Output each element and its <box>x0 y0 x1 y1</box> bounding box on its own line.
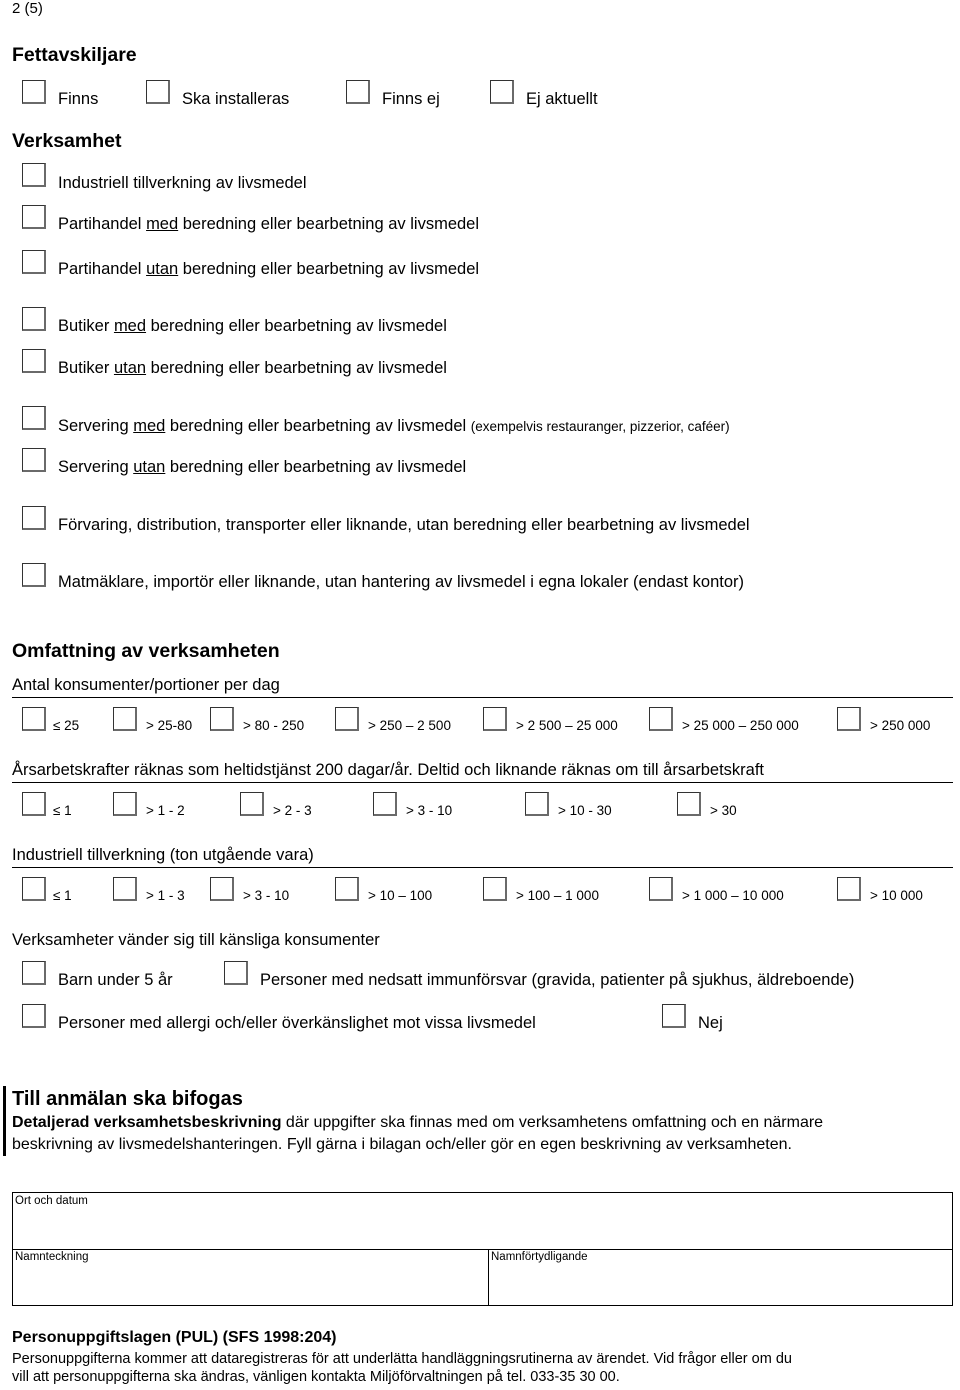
section-heading-bifogas: Till anmälan ska bifogas <box>12 1088 243 1110</box>
verksamhet-label: Industriell tillverkning av livsmedel <box>58 174 307 192</box>
page-number: 2 (5) <box>12 0 43 17</box>
checkbox-konsumenter-6[interactable] <box>837 707 861 731</box>
checkbox-tillverkning-2[interactable] <box>210 877 234 901</box>
checkbox-arsarbetskrafter-0[interactable] <box>22 792 46 816</box>
divider <box>488 1249 489 1306</box>
checkbox-arsarbetskrafter-3[interactable] <box>373 792 397 816</box>
namnteckning-label: Namnteckning <box>15 1251 89 1263</box>
option-label: Personer med allergi och/eller överkänslighet mot vissa livsmedel <box>58 1014 536 1032</box>
option-label: > 2 500 – 25 000 <box>516 718 618 733</box>
option-label: ≤ 25 <box>53 718 80 733</box>
checkbox-verksamhet-5[interactable] <box>22 406 46 430</box>
verksamhet-label: Partihandel med beredning eller bearbetning av livsmedel <box>58 215 480 233</box>
checkbox-nej[interactable] <box>662 1004 686 1028</box>
checkbox-allergi[interactable] <box>22 1004 46 1028</box>
option-label: Personer med nedsatt immunförsvar (gravida, patienter på sjukhus, äldreboende) <box>260 971 855 989</box>
checkbox-tillverkning-3[interactable] <box>335 877 359 901</box>
option-label: > 25-80 <box>146 718 193 733</box>
option-label: Finns <box>58 90 99 108</box>
verksamhet-label: Matmäklare, importör eller liknande, utan hantering av livsmedel i egna lokaler (endast kontor) <box>58 573 745 591</box>
checkbox-verksamhet-0[interactable] <box>22 163 46 187</box>
pul-line-1: Personuppgifterna kommer att dataregistreras för att underlätta handläggningsrutinerna av ärendet. Vid frågor eller om du <box>12 1351 792 1367</box>
verksamhet-label: Förvaring, distribution, transporter eller liknande, utan beredning eller bearbetning av livsmedel <box>58 516 750 534</box>
checkbox-tillverkning-6[interactable] <box>837 877 861 901</box>
option-label: Ej aktuellt <box>526 90 598 108</box>
ort-datum-label: Ort och datum <box>15 1195 88 1207</box>
option-label: > 1 - 3 <box>146 888 185 903</box>
pul-heading: Personuppgiftslagen (PUL) (SFS 1998:204) <box>12 1329 337 1346</box>
divider <box>12 697 953 698</box>
checkbox-arsarbetskrafter-1[interactable] <box>113 792 137 816</box>
checkbox-verksamhet-2[interactable] <box>22 250 46 274</box>
checkbox-verksamhet-3[interactable] <box>22 307 46 331</box>
checkbox-verksamhet-7[interactable] <box>22 506 46 530</box>
section-heading-verksamhet: Verksamhet <box>12 130 122 152</box>
checkbox-ska-installeras[interactable] <box>146 80 170 104</box>
verksamhet-label: Butiker utan beredning eller bearbetning av livsmedel <box>58 359 447 377</box>
checkbox-tillverkning-0[interactable] <box>22 877 46 901</box>
option-label: Ska installeras <box>182 90 290 108</box>
option-label: ≤ 1 <box>53 803 72 818</box>
ort-datum-field[interactable] <box>13 1212 951 1248</box>
option-label: > 3 - 10 <box>406 803 453 818</box>
option-label: Finns ej <box>382 90 440 108</box>
checkbox-ej-aktuellt[interactable] <box>490 80 514 104</box>
bifogas-line-2: beskrivning av livsmedelshanteringen. Fyll gärna i bilagan och/eller gör en egen beskrivning av verksamheten. <box>12 1136 792 1153</box>
verksamhet-label: Servering utan beredning eller bearbetning av livsmedel <box>58 458 467 476</box>
margin-bar <box>3 1086 6 1156</box>
checkbox-verksamhet-1[interactable] <box>22 205 46 229</box>
checkbox-tillverkning-1[interactable] <box>113 877 137 901</box>
option-label: > 250 – 2 500 <box>368 718 451 733</box>
checkbox-finns-ej[interactable] <box>346 80 370 104</box>
checkbox-verksamhet-8[interactable] <box>22 563 46 587</box>
verksamhet-label: Servering med beredning eller bearbetning av livsmedel (exempelvis restauranger, pizzerior, caféer) <box>58 417 730 435</box>
checkbox-tillverkning-4[interactable] <box>483 877 507 901</box>
option-label: > 80 - 250 <box>243 718 305 733</box>
checkbox-finns[interactable] <box>22 80 46 104</box>
option-label: > 30 <box>710 803 737 818</box>
checkbox-konsumenter-2[interactable] <box>210 707 234 731</box>
option-label: Barn under 5 år <box>58 971 173 989</box>
option-label: > 100 – 1 000 <box>516 888 599 903</box>
option-label: > 3 - 10 <box>243 888 290 903</box>
option-label: > 250 000 <box>870 718 931 733</box>
divider <box>12 782 953 783</box>
option-label: > 2 - 3 <box>273 803 312 818</box>
checkbox-konsumenter-1[interactable] <box>113 707 137 731</box>
konsumenter-label: Antal konsumenter/portioner per dag <box>12 676 280 694</box>
tillverkning-label: Industriell tillverkning (ton utgående vara) <box>12 846 314 864</box>
option-label: > 10 - 30 <box>558 803 612 818</box>
verksamhet-label: Partihandel utan beredning eller bearbetning av livsmedel <box>58 260 480 278</box>
arsarbetskrafter-label: Årsarbetskrafter räknas som heltidstjänst 200 dagar/år. Deltid och liknande räknas om till årsarbetskraft <box>12 761 765 779</box>
section-heading-fettavskiljare: Fettavskiljare <box>12 44 137 66</box>
kansliga-label: Verksamheter vänder sig till känsliga konsumenter <box>12 931 380 949</box>
verksamhet-label: Butiker med beredning eller bearbetning av livsmedel <box>58 317 447 335</box>
pul-line-2: vill att personuppgifterna ska ändras, vänligen kontakta Miljöförvaltningen på tel. 033-35 30 00. <box>12 1369 620 1385</box>
namnfortydligande-field[interactable] <box>490 1268 952 1305</box>
section-heading-omfattning: Omfattning av verksamheten <box>12 640 280 662</box>
option-label: > 1 - 2 <box>146 803 185 818</box>
option-label: ≤ 1 <box>53 888 72 903</box>
checkbox-tillverkning-5[interactable] <box>649 877 673 901</box>
checkbox-konsumenter-4[interactable] <box>483 707 507 731</box>
bifogas-line-1: Detaljerad verksamhetsbeskrivning där uppgifter ska finnas med om verksamhetens omfattning och en närmare <box>12 1114 824 1131</box>
option-label: > 10 000 <box>870 888 923 903</box>
checkbox-arsarbetskrafter-4[interactable] <box>525 792 549 816</box>
namnteckning-field[interactable] <box>13 1268 487 1305</box>
checkbox-barn[interactable] <box>22 961 46 985</box>
checkbox-arsarbetskrafter-5[interactable] <box>677 792 701 816</box>
checkbox-konsumenter-0[interactable] <box>22 707 46 731</box>
option-label: > 25 000 – 250 000 <box>682 718 799 733</box>
checkbox-konsumenter-3[interactable] <box>335 707 359 731</box>
option-label: > 10 – 100 <box>368 888 433 903</box>
namnfortydligande-label: Namnförtydligande <box>491 1251 588 1263</box>
checkbox-nedsatt-immunforsvar[interactable] <box>224 961 248 985</box>
checkbox-konsumenter-5[interactable] <box>649 707 673 731</box>
divider <box>12 1249 953 1250</box>
checkbox-arsarbetskrafter-2[interactable] <box>240 792 264 816</box>
checkbox-verksamhet-6[interactable] <box>22 448 46 472</box>
divider <box>12 867 953 868</box>
option-label: > 1 000 – 10 000 <box>682 888 784 903</box>
option-label: Nej <box>698 1014 723 1032</box>
checkbox-verksamhet-4[interactable] <box>22 349 46 373</box>
